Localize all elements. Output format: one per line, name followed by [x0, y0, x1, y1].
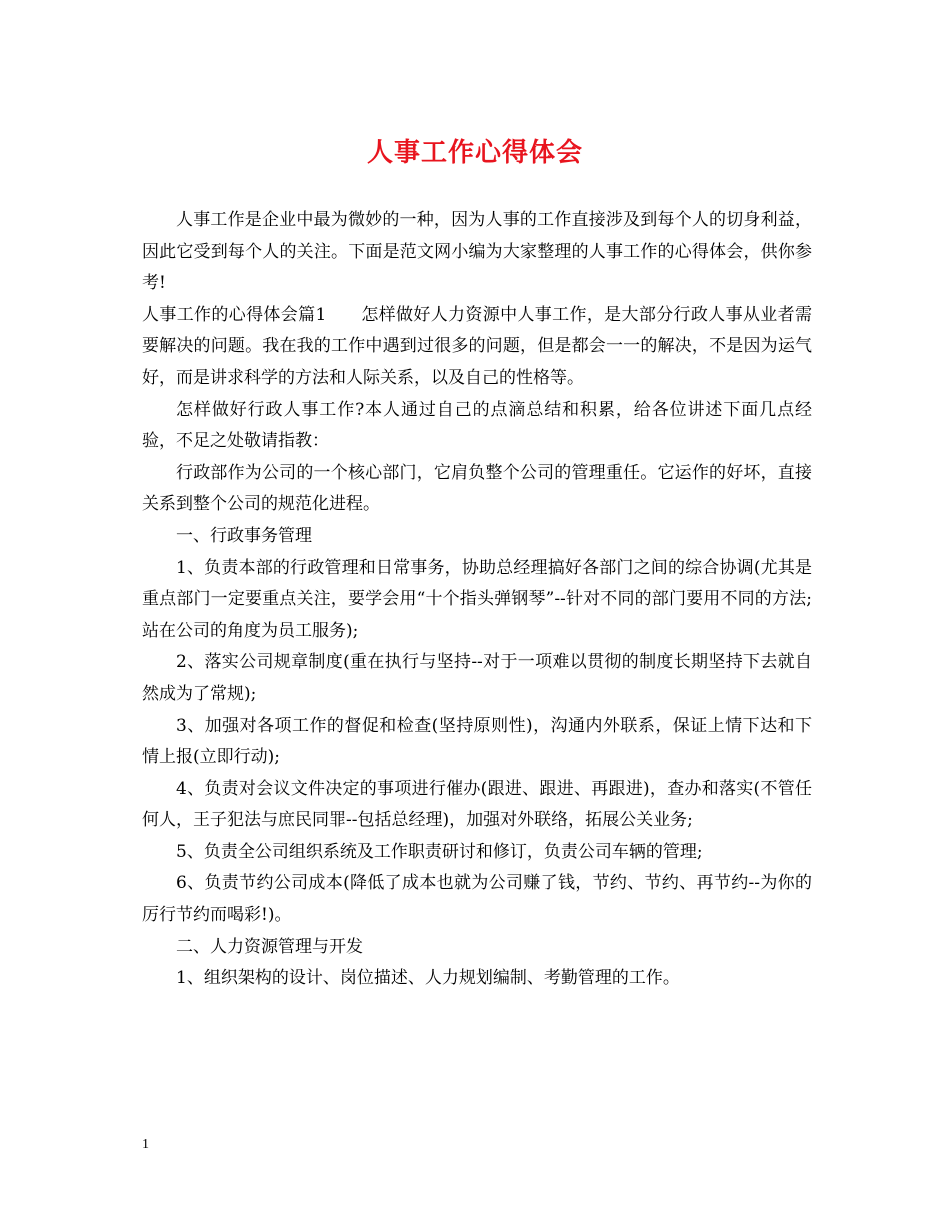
paragraph-intro: 人事工作是企业中最为微妙的一种，因为人事的工作直接涉及到每个人的切身利益，因此它受到每个人的关注。下面是范文网小编为大家整理的人事工作的心得体会，供你参考!	[142, 210, 812, 294]
list-item-admin-4: 4、负责对会议文件决定的事项进行催办(跟进、跟进、再跟进)，查办和落实(不管任何人，王子犯法与庶民同罪--包括总经理)，加强对外联络，拓展公关业务;	[142, 778, 812, 831]
section-heading-hr: 二、人力资源管理与开发	[176, 936, 363, 957]
list-item-admin-3: 3、加强对各项工作的督促和检查(坚持原则性)，沟通内外联系，保证上情下达和下情上报(立即行动);	[142, 715, 812, 768]
page-number: 1	[142, 1137, 149, 1152]
paragraph-admin-dept: 行政部作为公司的一个核心部门，它肩负整个公司的管理重任。它运作的好坏，直接关系到整个公司的规范化进程。	[142, 462, 812, 515]
document-title: 人事工作心得体会	[366, 138, 583, 168]
list-item-hr-1: 1、组织架构的设计、岗位描述、人力规划编制、考勤管理的工作。	[176, 968, 680, 989]
section-heading-admin-affairs: 一、行政事务管理	[176, 525, 312, 546]
list-item-admin-1: 1、负责本部的行政管理和日常事务，协助总经理搞好各部门之间的综合协调(尤其是重点部门一定要重点关注，要学会用“十个指头弹钢琴”--针对不同的部门要用不同的方法;站在公司的角度为员工服务);	[142, 557, 812, 641]
list-item-admin-2: 2、落实公司规章制度(重在执行与坚持--对于一项难以贯彻的制度长期坚持下去就自然成为了常规);	[142, 652, 812, 704]
list-item-admin-5: 5、负责全公司组织系统及工作职责研讨和修订，负责公司车辆的管理;	[176, 841, 703, 862]
paragraph-experience-intro: 怎样做好行政人事工作?本人通过自己的点滴总结和积累，给各位讲述下面几点经验，不足之处敬请指教：	[142, 399, 812, 452]
list-item-admin-6: 6、负责节约公司成本(降低了成本也就为公司赚了钱，节约、节约、再节约--为你的厉行节约而喝彩!)。	[142, 873, 812, 926]
document-body	[142, 205, 812, 995]
paragraph-article-1-opening: 人事工作的心得体会篇1 怎样做好人力资源中人事工作，是大部分行政人事从业者需要解决的问题。我在我的工作中遇到过很多的问题，但是都会一一的解决，不是因为运气好，而是讲求科学的方法和人际关系，以及自己的性格等。	[142, 304, 812, 388]
